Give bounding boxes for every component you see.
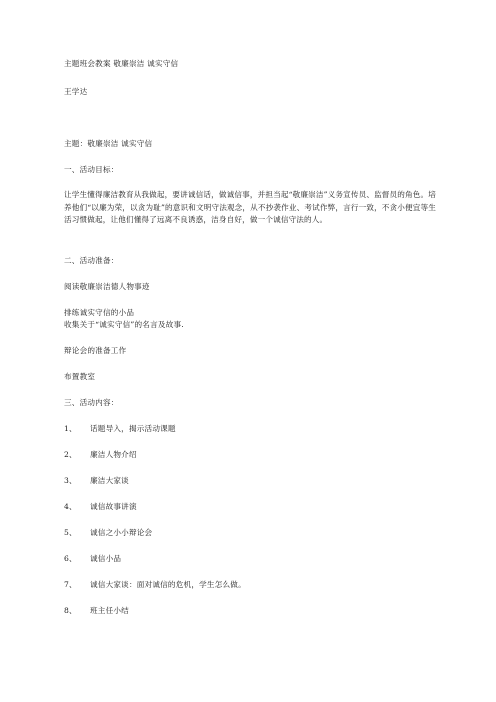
section1-heading: 一、活动目标： [64, 165, 119, 174]
activity-item-number: 4、 [64, 502, 77, 511]
activity-item-number: 3、 [64, 476, 77, 485]
prep-item: 收集关于“诚实守信”的名言及故事. [64, 320, 184, 329]
section2-heading: 二、活动准备： [64, 256, 119, 265]
activity-item-number: 7、 [64, 580, 77, 589]
activity-item-text: 廉洁人物介绍 [90, 450, 137, 459]
activity-item-text: 诚信之小小辩论会 [90, 528, 153, 537]
activity-item [64, 580, 246, 590]
prep-item: 阅读敬廉崇洁德人物事迹 [64, 282, 150, 291]
activity-item [64, 606, 129, 616]
section3-heading: 三、活动内容： [64, 398, 119, 407]
activity-item-number: 1、 [64, 424, 77, 433]
activity-item-text: 诚信故事讲演 [90, 502, 137, 511]
activity-item-text: 廉洁大家谈 [90, 476, 129, 485]
theme-line: 主题：敬廉崇洁 诚实守信 [64, 139, 153, 148]
prep-item: 排练诚实守信的小品 [64, 308, 135, 317]
activity-item [64, 476, 129, 486]
activity-item [64, 424, 176, 434]
activity-item-number: 2、 [64, 450, 77, 459]
author-name: 王学达 [64, 87, 88, 96]
prep-item: 布置教室 [64, 372, 96, 381]
activity-item [64, 554, 121, 564]
activity-item [64, 450, 137, 460]
document-title: 主题班会教案 敬廉崇洁 诚实守信 [64, 59, 179, 68]
activity-item [64, 502, 137, 512]
activity-item-number: 8、 [64, 606, 77, 615]
activity-item-text: 诚信小品 [90, 554, 122, 563]
section1-body: 让学生懂得廉洁教育从我做起，要讲诚信话，做诚信事，并担当起“敬廉崇洁”义务宣传员、监督员的角色。培养他们“以廉为荣，以贪为耻”的意识和文明守法观念，从不抄袭作业、考试作弊，言行一致，不贪小便宜等生活习惯做起，让他们懂得了远离不良诱惑，洁身自好，做一个诚信守法的人。 [64, 190, 437, 224]
activity-item-text: 班主任小结 [90, 606, 129, 615]
activity-item-number: 5、 [64, 528, 77, 537]
activity-item-text: 话题导入，揭示活动课题 [90, 424, 176, 433]
activity-item-text: 诚信大家谈：面对诚信的危机，学生怎么做。 [90, 580, 246, 589]
prep-item: 辩论会的准备工作 [64, 346, 127, 355]
activity-item [64, 528, 152, 538]
activity-item-number: 6、 [64, 554, 77, 563]
